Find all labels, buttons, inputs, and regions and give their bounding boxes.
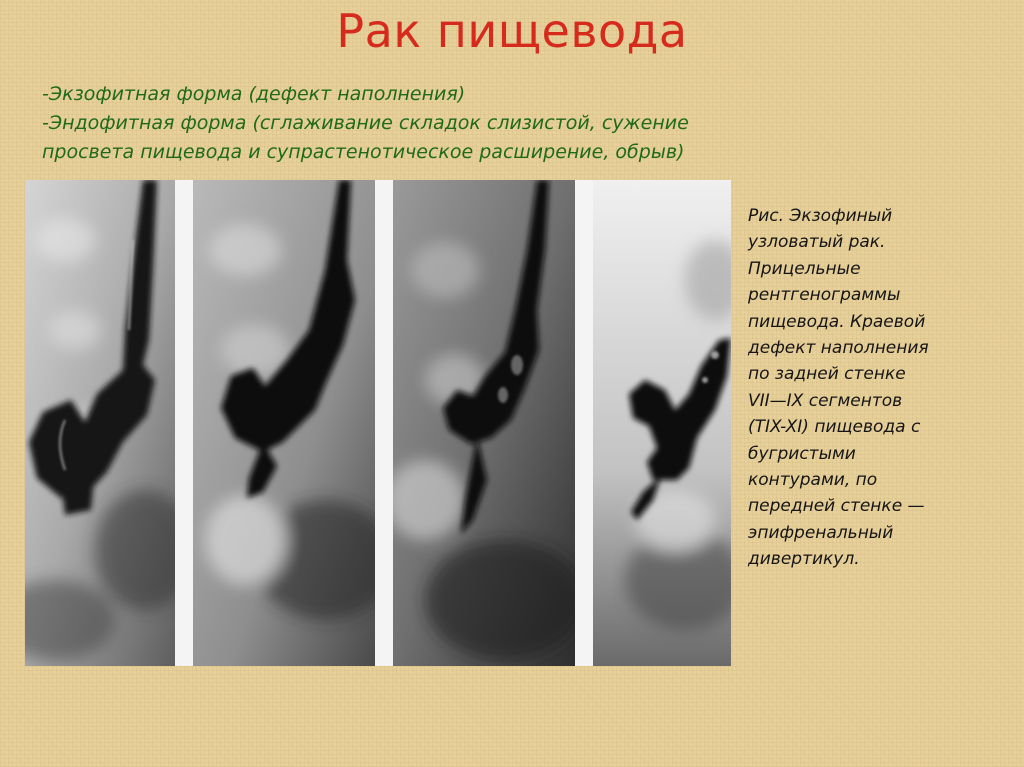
caption-line: пищевода. Краевой bbox=[748, 311, 926, 332]
caption-line: VII—IX сегментов bbox=[748, 390, 903, 411]
slide-title: Рак пищевода bbox=[336, 4, 688, 58]
caption-line: рентгенограммы bbox=[748, 285, 901, 306]
caption-line: Рис. Экзофиный bbox=[748, 206, 893, 226]
caption-line: узловатый рак. bbox=[748, 232, 886, 253]
radiograph-frame-1 bbox=[25, 180, 195, 666]
frame-separator bbox=[175, 180, 193, 666]
caption-line: бугристыми bbox=[748, 443, 856, 464]
caption-line: (TIX-XI) пищевода с bbox=[748, 417, 921, 438]
bullet-endophytic-continued: просвета пищевода и супрастенотическое расширение, обрыв) bbox=[42, 141, 685, 163]
caption-line: контурами, по bbox=[748, 470, 878, 491]
radiograph-frame-4 bbox=[593, 180, 731, 666]
radiograph-frame-2 bbox=[193, 180, 395, 666]
frame-separator bbox=[575, 180, 593, 666]
frame-separator bbox=[375, 180, 393, 666]
xray-images bbox=[25, 180, 731, 666]
caption-line: передней стенке — bbox=[748, 496, 925, 517]
caption-line: эпифренальный bbox=[748, 522, 894, 543]
caption-line: Прицельные bbox=[748, 258, 861, 279]
caption-line: дефект наполнения bbox=[748, 338, 929, 359]
bullet-list bbox=[42, 80, 942, 167]
caption-line: дивертикул. bbox=[748, 549, 860, 570]
bullet-exophytic: -Экзофитная форма (дефект наполнения) bbox=[42, 83, 466, 105]
bullet-endophytic: -Эндофитная форма (сглаживание складок слизистой, сужение bbox=[42, 112, 689, 134]
caption-line: по задней стенке bbox=[748, 364, 906, 385]
esophagus-radiographs-figure bbox=[25, 180, 731, 666]
radiograph-frame-3 bbox=[385, 180, 585, 666]
figure-caption bbox=[748, 203, 1018, 573]
